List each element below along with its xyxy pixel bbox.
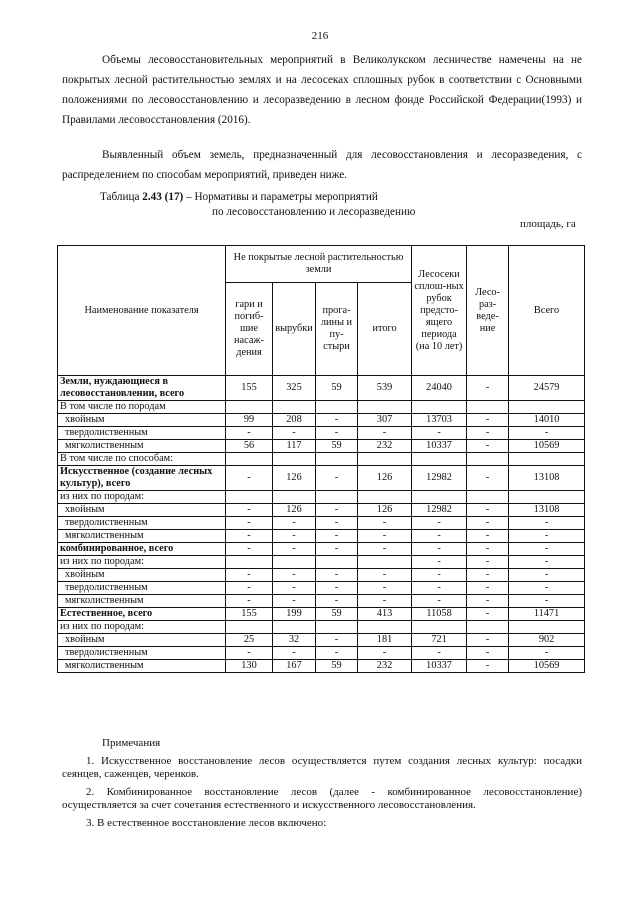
row-cell: [412, 491, 467, 504]
row-value: -: [358, 530, 412, 543]
row-value: [316, 556, 358, 569]
row-value: -: [467, 466, 509, 491]
row-value: -: [412, 556, 467, 569]
table-row: [58, 543, 585, 556]
row-cell: [316, 491, 358, 504]
row-value: -: [467, 660, 509, 673]
row-value: -: [467, 530, 509, 543]
paragraph-summary: Выявленный объем земель, предназначенный для лесовосстановления и лесоразведения, с распределением по способам мероприятий, приведен ниже.: [62, 149, 582, 181]
row-value: 307: [358, 414, 412, 427]
row-value: 12982: [412, 466, 467, 491]
row-value: -: [226, 427, 273, 440]
table-row: [58, 608, 585, 621]
row-value: -: [467, 647, 509, 660]
table-row: [58, 634, 585, 647]
row-cell: [467, 401, 509, 414]
page-number: 216: [311, 30, 329, 42]
table-row: [58, 660, 585, 673]
row-label: твердолиственным: [58, 427, 226, 440]
row-value: -: [467, 504, 509, 517]
row-value: 24040: [412, 376, 467, 401]
row-value: 126: [273, 466, 316, 491]
row-label: из них по породам:: [58, 491, 226, 504]
row-value: -: [509, 569, 585, 582]
row-value: 721: [412, 634, 467, 647]
row-label: твердолиственным: [58, 582, 226, 595]
header-indicator: Наименование показателя: [58, 246, 226, 376]
row-cell: [412, 621, 467, 634]
paragraph-intro: Объемы лесовосстановительных мероприятий в Великолукском лесничестве намечены на не покрытых лесной растительностью землях и на лесосеках сплошных рубок в соответствии с Основными положениями по лесовосстановлению и лесоразведению в лесном фонде Российской Федерации(1993) и Правилами лесовосстановления (2016).: [62, 54, 582, 126]
row-value: 10337: [412, 660, 467, 673]
row-value: 117: [273, 440, 316, 453]
unit-label: площадь, га: [520, 218, 576, 230]
row-cell: [509, 491, 585, 504]
header-total: Всего: [509, 246, 585, 376]
row-value: 11058: [412, 608, 467, 621]
table-row: [58, 582, 585, 595]
table-row: [58, 621, 585, 634]
row-value: [358, 556, 412, 569]
row-value: 59: [316, 440, 358, 453]
row-value: 13108: [509, 504, 585, 517]
row-value: -: [509, 427, 585, 440]
row-value: [273, 556, 316, 569]
row-value: -: [273, 530, 316, 543]
row-value: 130: [226, 660, 273, 673]
row-cell: [467, 491, 509, 504]
row-value: 199: [273, 608, 316, 621]
row-label: Естественное, всего: [58, 608, 226, 621]
note-item: 3. В естественное восстановление лесов включено:: [86, 816, 327, 829]
notes-title: Примечания: [102, 737, 161, 749]
table-body: [58, 376, 585, 673]
notes-section: [62, 737, 582, 830]
row-value: -: [509, 517, 585, 530]
row-value: -: [412, 427, 467, 440]
row-value: 126: [273, 504, 316, 517]
row-value: 10569: [509, 440, 585, 453]
row-cell: [412, 453, 467, 466]
row-value: 208: [273, 414, 316, 427]
row-cell: [273, 621, 316, 634]
row-value: -: [273, 543, 316, 556]
row-label: Земли, нуждающиеся в лесовосстановлении, всего: [58, 376, 226, 401]
header-group-unforested: Не покрытые лесной растительностью земли: [226, 246, 412, 283]
table-row: [58, 556, 585, 569]
row-value: 539: [358, 376, 412, 401]
row-value: 14010: [509, 414, 585, 427]
row-value: -: [412, 530, 467, 543]
row-value: -: [509, 582, 585, 595]
row-value: -: [226, 647, 273, 660]
row-value: -: [467, 582, 509, 595]
row-cell: [509, 401, 585, 414]
row-value: 155: [226, 376, 273, 401]
row-value: -: [358, 647, 412, 660]
row-value: -: [316, 427, 358, 440]
row-label: хвойным: [58, 504, 226, 517]
row-value: -: [316, 543, 358, 556]
row-value: 181: [358, 634, 412, 647]
row-cell: [316, 401, 358, 414]
row-value: -: [316, 530, 358, 543]
row-value: 24579: [509, 376, 585, 401]
row-value: -: [273, 582, 316, 595]
row-value: -: [467, 543, 509, 556]
row-value: 12982: [412, 504, 467, 517]
row-value: 232: [358, 440, 412, 453]
row-label: хвойным: [58, 569, 226, 582]
row-cell: [358, 491, 412, 504]
row-value: -: [226, 530, 273, 543]
row-value: -: [316, 466, 358, 491]
table-row: [58, 647, 585, 660]
row-value: -: [316, 504, 358, 517]
row-value: -: [467, 376, 509, 401]
row-cell: [358, 401, 412, 414]
table-caption: [100, 190, 415, 220]
table-row: [58, 491, 585, 504]
norms-table: [57, 245, 585, 673]
row-value: 13703: [412, 414, 467, 427]
row-label: мягколиственным: [58, 595, 226, 608]
row-value: 59: [316, 608, 358, 621]
row-value: -: [467, 427, 509, 440]
row-cell: [509, 621, 585, 634]
row-value: -: [467, 608, 509, 621]
row-cell: [358, 621, 412, 634]
header-clearcut: вырубки: [273, 283, 316, 376]
row-value: -: [273, 595, 316, 608]
caption-number: 2.43 (17): [142, 191, 184, 203]
row-value: -: [509, 530, 585, 543]
caption-prefix: Таблица: [100, 191, 143, 203]
row-value: 902: [509, 634, 585, 647]
row-value: 126: [358, 466, 412, 491]
row-label: хвойным: [58, 634, 226, 647]
row-value: -: [412, 569, 467, 582]
row-cell: [226, 491, 273, 504]
table-row: [58, 453, 585, 466]
table-row: [58, 414, 585, 427]
row-value: -: [412, 595, 467, 608]
row-value: -: [467, 414, 509, 427]
header-burned: гари и погиб-шие насаж-дения: [226, 283, 273, 376]
table-row: [58, 595, 585, 608]
row-value: 167: [273, 660, 316, 673]
row-cell: [226, 401, 273, 414]
row-value: 59: [316, 376, 358, 401]
row-value: 10569: [509, 660, 585, 673]
row-value: -: [273, 427, 316, 440]
table-row: [58, 530, 585, 543]
row-value: -: [316, 414, 358, 427]
table-row: [58, 401, 585, 414]
row-value: 413: [358, 608, 412, 621]
row-value: -: [316, 582, 358, 595]
row-cell: [273, 491, 316, 504]
row-cell: [358, 453, 412, 466]
row-cell: [226, 453, 273, 466]
row-value: -: [273, 569, 316, 582]
table-row: [58, 376, 585, 401]
row-value: 56: [226, 440, 273, 453]
row-label: В том числе по породам: [58, 401, 226, 414]
row-value: 232: [358, 660, 412, 673]
row-value: -: [467, 569, 509, 582]
row-value: -: [316, 595, 358, 608]
row-value: -: [412, 647, 467, 660]
table-row: [58, 466, 585, 491]
table-row: [58, 440, 585, 453]
row-value: -: [467, 517, 509, 530]
row-value: -: [316, 634, 358, 647]
row-value: -: [509, 647, 585, 660]
row-cell: [273, 453, 316, 466]
row-cell: [316, 453, 358, 466]
row-value: -: [467, 595, 509, 608]
row-label: мягколиственным: [58, 440, 226, 453]
row-value: -: [467, 634, 509, 647]
table-row: [58, 569, 585, 582]
row-value: -: [316, 569, 358, 582]
row-cell: [316, 621, 358, 634]
row-cell: [226, 621, 273, 634]
row-value: -: [226, 595, 273, 608]
row-label: Искусственное (создание лесных культур), всего: [58, 466, 226, 491]
row-value: -: [226, 569, 273, 582]
row-value: 325: [273, 376, 316, 401]
row-value: -: [273, 517, 316, 530]
row-label: из них по породам:: [58, 556, 226, 569]
row-label: мягколиственным: [58, 530, 226, 543]
header-cutting-areas: Лесосеки сплош-ных рубок предсто-ящего периода (на 10 лет): [412, 246, 467, 376]
row-value: 126: [358, 504, 412, 517]
row-label: твердолиственным: [58, 517, 226, 530]
header-total-unforested: итого: [358, 283, 412, 376]
row-value: 32: [273, 634, 316, 647]
row-value: -: [509, 543, 585, 556]
row-value: -: [509, 556, 585, 569]
table-row: [58, 427, 585, 440]
note-item: 1. Искусственное восстановление лесов осуществляется путем создания лесных культур: посадки сеянцев, саженцев, черенков.: [62, 754, 582, 780]
row-value: -: [412, 582, 467, 595]
row-cell: [412, 401, 467, 414]
table-row: [58, 517, 585, 530]
row-value: -: [358, 595, 412, 608]
row-value: -: [316, 647, 358, 660]
row-value: -: [226, 517, 273, 530]
row-value: -: [467, 440, 509, 453]
row-label: комбинированное, всего: [58, 543, 226, 556]
table-row: [58, 504, 585, 517]
row-label: хвойным: [58, 414, 226, 427]
row-value: -: [226, 582, 273, 595]
row-value: -: [358, 569, 412, 582]
row-value: 13108: [509, 466, 585, 491]
row-value: -: [226, 466, 273, 491]
row-value: 155: [226, 608, 273, 621]
row-label: твердолиственным: [58, 647, 226, 660]
row-value: 10337: [412, 440, 467, 453]
row-cell: [467, 621, 509, 634]
row-value: -: [273, 647, 316, 660]
header-afforestation: Лесо-раз-веде-ние: [467, 246, 509, 376]
row-cell: [509, 453, 585, 466]
row-value: 59: [316, 660, 358, 673]
row-value: 99: [226, 414, 273, 427]
row-value: -: [316, 517, 358, 530]
row-value: -: [412, 543, 467, 556]
row-value: -: [509, 595, 585, 608]
row-value: 11471: [509, 608, 585, 621]
row-label: из них по породам:: [58, 621, 226, 634]
row-cell: [273, 401, 316, 414]
row-value: -: [226, 543, 273, 556]
row-value: -: [358, 582, 412, 595]
row-cell: [467, 453, 509, 466]
row-value: 25: [226, 634, 273, 647]
row-value: -: [358, 543, 412, 556]
row-label: мягколиственным: [58, 660, 226, 673]
caption-title-line1: – Нормативы и параметры мероприятий: [183, 191, 378, 203]
caption-title-line2: по лесовосстановлению и лесоразведению: [212, 206, 416, 218]
row-label: В том числе по способам:: [58, 453, 226, 466]
row-value: [226, 556, 273, 569]
row-value: -: [226, 504, 273, 517]
row-value: -: [358, 517, 412, 530]
row-value: -: [358, 427, 412, 440]
row-value: -: [412, 517, 467, 530]
row-value: -: [467, 556, 509, 569]
header-glades: прога-лины и пу-стыри: [316, 283, 358, 376]
note-item: 2. Комбинированное восстановление лесов (далее - комбинированное лесовосстановление) осуществляется за счет сочетания естественного и искусственного лесовосстановления.: [62, 785, 582, 811]
